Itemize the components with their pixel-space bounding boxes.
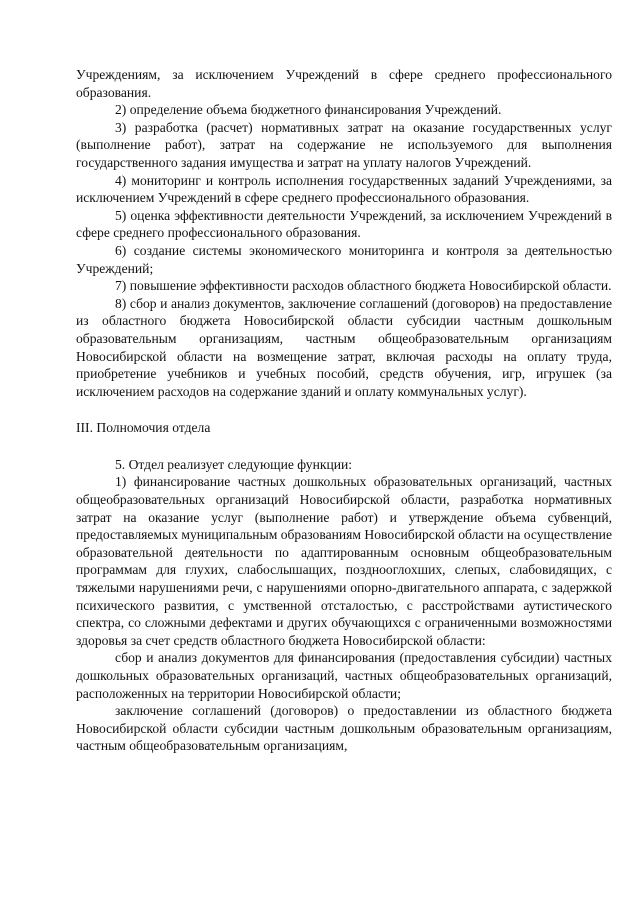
- paragraph-item-3: 3) разработка (расчет) нормативных затрат на оказание государственных услуг (выполнение работ), затрат на содержание не используемого для выполнения государственного задания имущества и затрат на уплату налогов Учреждений.: [76, 119, 612, 170]
- paragraph-continuation: Учреждениям, за исключением Учреждений в сфере среднего профессионального образования.: [76, 67, 612, 100]
- document-page: [76, 66, 612, 755]
- paragraph-item-7: 7) повышение эффективности расходов областного бюджета Новосибирской области.: [115, 278, 612, 294]
- paragraph-item-2: 2) определение объема бюджетного финансирования Учреждений.: [115, 102, 502, 118]
- section-heading: III. Полномочия отдела: [76, 420, 211, 436]
- paragraph-item-8: 8) сбор и анализ документов, заключение соглашений (договоров) на предоставление из областного бюджета Новосибирской области субсидии частным дошкольным образовательным организациям, частным общеобразовательным организациям Новосибирской области на возмещение затрат, включая расходы на оплату труда, приобретение учебников и учебных пособий, средств обучения, игр, игрушек (за исключением расходов на содержание зданий и оплату коммунальных услуг).: [76, 295, 612, 399]
- paragraph-item-6: 6) создание системы экономического мониторинга и контроля за деятельностью Учреждений;: [76, 242, 612, 276]
- paragraph-function-1-sub-b: заключение соглашений (договоров) о предоставлении из областного бюджета Новосибирской области субсидии частным дошкольным образовательным организациям, частным общеобразовательным организациям,: [76, 703, 612, 754]
- paragraph-function-1-sub-a: сбор и анализ документов для финансирования (предоставления субсидии) частных дошкольных образовательных организаций, частных общеобразовательных организаций, расположенных на территории Новосибирской области;: [76, 650, 612, 701]
- paragraph-item-4: 4) мониторинг и контроль исполнения государственных заданий Учреждениями, за исключением Учреждений в сфере среднего профессионального образования.: [76, 172, 612, 206]
- paragraph-function-1: 1) финансирование частных дошкольных образовательных организаций, частных общеобразовательных организаций Новосибирской области, разработка нормативных затрат на оказание услуг (выполнение работ) и утверждение объема субвенций, предоставляемых муниципальным образованиям Новосибирской области на осуществление образовательной деятельности по адаптированным основным общеобразовательным программам для глухих, слабослышащих, позднооглохших, слепых, слабовидящих, с тяжелыми нарушениями речи, с нарушениями опорно-двигательного аппарата, с задержкой психического развития, с умственной отсталостью, с расстройствами аутистического спектра, со сложными дефектами и других обучающихся с ограниченными возможностями здоровья за счет средств областного бюджета Новосибирской области:: [76, 474, 612, 648]
- paragraph-item-5: 5) оценка эффективности деятельности Учреждений, за исключением Учреждений в сфере среднего профессионального образования.: [76, 207, 612, 241]
- paragraph-functions-intro: 5. Отдел реализует следующие функции:: [115, 456, 353, 472]
